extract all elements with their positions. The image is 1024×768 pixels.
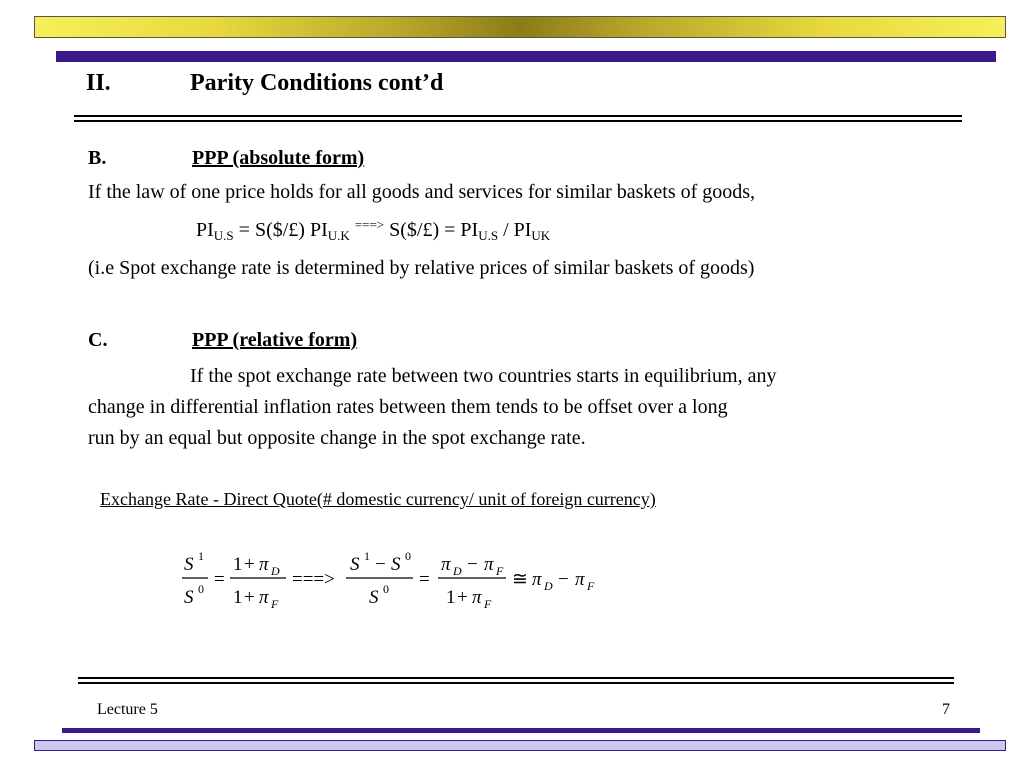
svg-text:D: D (544, 579, 553, 593)
svg-text:0: 0 (405, 549, 411, 563)
svg-text:+: + (457, 587, 468, 608)
slide-title (86, 70, 443, 97)
relative-ppp-formula (170, 540, 630, 620)
formula-approx: ≅ (512, 569, 528, 590)
svg-text:0: 0 (383, 582, 389, 596)
svg-text:=: = (214, 569, 225, 590)
svg-text:S: S (369, 587, 379, 608)
section-c-line-3: run by an equal but opposite change in the spot exchange rate. (88, 427, 586, 449)
svg-text:F: F (587, 579, 595, 593)
svg-text:S: S (391, 554, 401, 575)
title-number: II. (86, 70, 111, 96)
section-c-line-1: If the spot exchange rate between two countries starts in equilibrium, any (190, 365, 777, 387)
svg-text:π: π (441, 554, 451, 575)
svg-text:π: π (472, 587, 482, 608)
svg-text:S: S (350, 554, 360, 575)
section-c-letter: C. (88, 329, 108, 351)
section-c-title: PPP (relative form) (192, 329, 358, 351)
section-b-title: PPP (absolute form) (192, 147, 365, 169)
ppp-absolute-equation: $PI_{U.S}$ = S($/£) $PI_{U.K}$ ===> S($/£) = $PI_{U.S} / PI_{UK}$ (196, 217, 551, 243)
svg-text:1: 1 (198, 549, 204, 563)
svg-text:F: F (484, 597, 492, 611)
top-purple-bar (56, 51, 996, 62)
svg-text:π: π (575, 569, 585, 590)
svg-text:D: D (271, 564, 280, 578)
footer-divider (78, 677, 954, 684)
svg-text:1: 1 (446, 587, 456, 608)
svg-text:D: D (453, 564, 462, 578)
formula-s1: S (184, 554, 194, 575)
svg-text:−: − (375, 554, 386, 575)
svg-text:1: 1 (364, 549, 370, 563)
svg-text:π: π (484, 554, 494, 575)
section-b-letter: B. (88, 147, 107, 169)
footer-page-number: 7 (942, 701, 950, 718)
exchange-rate-caption: Exchange Rate - Direct Quote(# domestic currency/ unit of foreign currency) (100, 489, 656, 509)
svg-text:+: + (244, 587, 255, 608)
svg-text:F: F (496, 564, 504, 578)
bottom-decorative-bar (34, 740, 1006, 751)
svg-text:π: π (259, 554, 269, 575)
svg-text:=: = (419, 569, 430, 590)
section-b-heading (88, 147, 364, 170)
section-b-note: (i.e Spot exchange rate is determined by relative prices of similar baskets of goods) (88, 257, 755, 279)
section-c-line-2: change in differential inflation rates between them tends to be offset over a long (88, 396, 728, 418)
svg-text:−: − (558, 569, 569, 590)
section-c-heading (88, 329, 357, 352)
title-text: Parity Conditions cont’d (190, 70, 444, 96)
svg-text:π: π (259, 587, 269, 608)
title-divider (74, 115, 962, 122)
top-decorative-banner (34, 16, 1006, 38)
svg-text:π: π (532, 569, 542, 590)
bottom-purple-bar (62, 728, 980, 733)
svg-text:F: F (271, 597, 279, 611)
svg-text:0: 0 (198, 582, 204, 596)
formula-implies: ===> (292, 569, 335, 590)
svg-text:1: 1 (233, 554, 243, 575)
svg-text:−: − (467, 554, 478, 575)
formula-s0: S (184, 587, 194, 608)
footer-lecture-label: Lecture 5 (97, 701, 158, 718)
svg-text:1: 1 (233, 587, 243, 608)
section-b-intro: If the law of one price holds for all goods and services for similar baskets of goods, (88, 181, 756, 203)
svg-text:+: + (244, 554, 255, 575)
